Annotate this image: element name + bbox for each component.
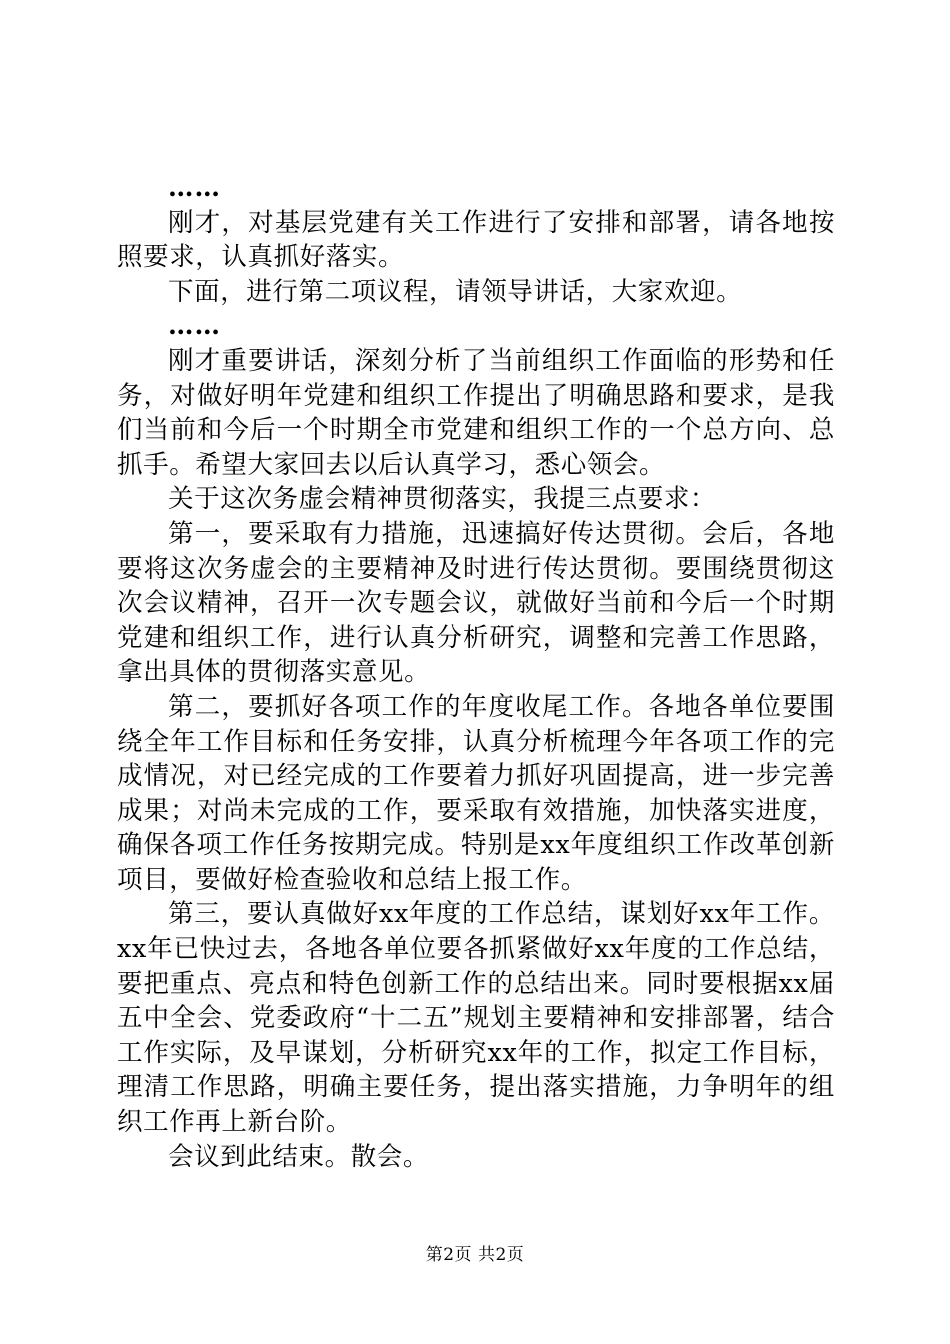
paragraph-requirement-two: 第二，要抓好各项工作的年度收尾工作。各地各单位要围绕全年工作目标和任务安排，认真分析梳理今年各项工作的完成情况，对已经完成的工作要着力抓好巩固提高，进一步完善成果；对尚未完成的工作，要采取有效措施，加快落实进度，确保各项工作任务按期完成。特别是xx年度组织工作改革创新项目，要做好检查验收和总结上报工作。 (117, 691, 835, 895)
paragraph-meeting-close: 会议到此结束。散会。 (168, 1141, 430, 1172)
paragraph-requirement-one: 第一，要采取有力措施，迅速搞好传达贯彻。会后，各地要将这次务虚会的主要精神及时进行传达贯彻。要围绕贯彻这次会议精神，召开一次专题会议，就做好当前和今后一个时期党建和组织工作，进行认真分析研究，调整和完善工作思路，拿出具体的贯彻落实意见。 (117, 518, 835, 688)
paragraph-requirement-three: 第三，要认真做好xx年度的工作总结，谋划好xx年工作。xx年已快过去，各地各单位要各抓紧做好xx年度的工作总结，要把重点、亮点和特色创新工作的总结出来。同时要根据xx届五中全会、党委政府“十二五”规划主要精神和安排部署，结合工作实际，及早谋划，分析研究xx年的工作，拟定工作目标，理清工作思路，明确主要任务，提出落实措施，力争明年的组织工作再上新台阶。 (117, 899, 835, 1138)
paragraph-speech-summary: 刚才重要讲话，深刻分析了当前组织工作面临的形势和任务，对做好明年党建和组织工作提出了明确思路和要求，是我们当前和今后一个时期全市党建和组织工作的一个总方向、总抓手。希望大家回去以后认真学习，悉心领会。 (117, 345, 835, 480)
document-body (117, 171, 835, 1174)
ellipsis-marker: …… (168, 173, 221, 203)
paragraph-second-agenda: 下面，进行第二项议程，请领导讲话，大家欢迎。 (168, 276, 743, 307)
paragraph-three-requirements-intro: 关于这次务虚会精神贯彻落实，我提三点要求： (168, 484, 717, 515)
paragraph-deployment-note: 刚才，对基层党建有关工作进行了安排和部署，请各地按照要求，认真抓好落实。 (117, 207, 835, 273)
page-number-footer: 第2页 共2页 (425, 1245, 525, 1265)
ellipsis-marker: …… (168, 311, 221, 342)
